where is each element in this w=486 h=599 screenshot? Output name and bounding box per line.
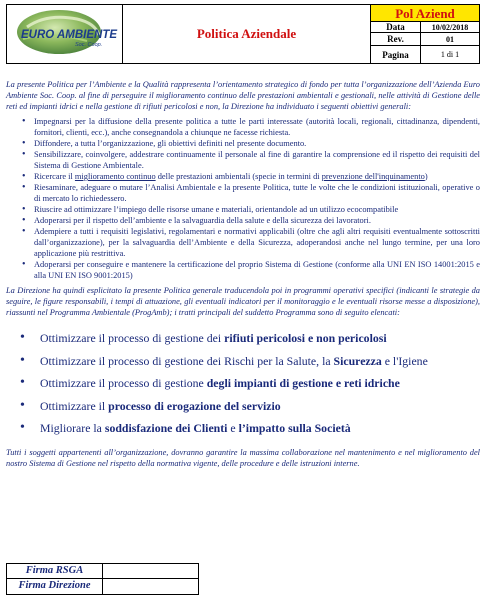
meta-value: 01	[446, 35, 454, 44]
list-item: • Impegnarsi per la diffusione della presente politica a tutte le parti interessate (autorità locali, regionali, cittadinanza, dipendenti, fornitori, clienti, ecc.), anche consegnandola a chiunque ne facesse richiesta.	[34, 116, 480, 138]
document-meta	[371, 5, 479, 63]
item-text: )	[424, 172, 428, 181]
item-bold: Sicurezza	[333, 353, 382, 368]
meta-row-revision	[371, 33, 479, 46]
logo-name: EURO AMBIENTE	[21, 29, 118, 41]
meta-key: Rev.	[371, 33, 421, 45]
program-list	[6, 327, 480, 440]
title-cell	[123, 5, 371, 63]
item-bold: l’impatto sulla Società	[238, 421, 351, 435]
signature-label: Firma Direzione	[7, 579, 103, 594]
underlined-text: prevenzione dell'inquinamento	[321, 172, 425, 181]
signature-row-rsga	[7, 564, 198, 579]
item-text: Ottimizzare il processo di gestione	[40, 376, 207, 390]
meta-value: 1 di 1	[440, 50, 460, 59]
list-item: • Riesaminare, adeguare o mutare l’Analisi Ambientale e la presente Politica, tutte le volte che le condizioni istituzionali, operative o di mercato lo richiedessero.	[34, 182, 480, 204]
program-item	[40, 372, 480, 395]
program-item	[40, 327, 480, 350]
program-item	[40, 350, 480, 373]
item-text: Ottimizzare il	[40, 398, 109, 413]
signature-field[interactable]	[103, 579, 198, 594]
meta-key: Pagina	[371, 46, 421, 64]
meta-key: Data	[371, 22, 421, 32]
signature-label: Firma RSGA	[7, 564, 103, 578]
program-intro-paragraph: La Direzione ha quindi esplicitato la presente Politica generale traducendola poi in programmi operativi specifici (indicanti le strategie da seguire, le figure responsabili, i tempi di attuazione, gli eventuali indicatori per il monitoraggio e le eventuali risorse messe a disposizione), riassunti nel Programma Ambientale (ProgAmb); i tratti principali del suddetto Programma sono di seguito elencati:	[6, 286, 480, 317]
list-item: • Riuscire ad ottimizzare l’impiego delle risorse umane e materiali, orientandole ad un utilizzo ecocompatibile	[34, 204, 480, 215]
signature-table	[6, 563, 199, 595]
list-item: • Sensibilizzare, coinvolgere, addestrare continuamente il personale al fine di garantire la comprensione ed il rispetto dei requisiti del Sistema di Gestione Ambientale.	[34, 149, 480, 171]
company-logo	[7, 5, 123, 63]
item-text: Ottimizzare il processo di gestione dei Rischi per la Salute, la	[40, 353, 334, 368]
document-code: Pol Aziend	[371, 5, 479, 22]
list-item: • Diffondere, a tutta l’organizzazione, gli obiettivi definiti nel presente documento.	[34, 138, 480, 149]
intro-paragraph: La presente Politica per l’Ambiente e la Qualità rappresenta l’orientamento strategico di fondo per tutta l’organizzazione dell’Azienda Euro Ambiente Soc. Coop. al fine di perseguire il miglioramento continuo delle prestazioni ambientali e gestionali, nelle attività di Gestione delle reti ed impianti idrici e nella gestione di rifiuti pericolosi e non, la Direzione ha individuato i seguenti obiettivi generali:	[6, 80, 480, 111]
signature-field[interactable]	[103, 564, 198, 578]
list-item: • Adoperarsi per conseguire e mantenere la certificazione del proprio Sistema di Gestione (conforme alla UNI EN ISO 14001:2015 e alla UNI EN ISO 9001:2015)	[34, 259, 480, 281]
item-text: Ottimizzare il processo di gestione dei	[40, 331, 225, 345]
document-title: Politica Aziendale	[196, 26, 297, 41]
meta-row-page	[371, 46, 479, 64]
program-item	[40, 395, 480, 418]
item-text: Ricercare il	[34, 172, 75, 181]
item-text: e	[227, 421, 239, 435]
list-item	[34, 171, 480, 182]
program-item	[40, 417, 480, 440]
underlined-text: miglioramento continuo	[74, 172, 156, 181]
list-item: • Adoperarsi per il rispetto dell’ambiente e la salvaguardia della salute e della sicurezza dei lavoratori.	[34, 215, 480, 226]
document-header	[6, 4, 480, 64]
meta-row-date	[371, 22, 479, 33]
list-item: • Adempiere a tutti i requisiti legislativi, regolamentari e normativi applicabili (oltre che agli altri requisiti eventualmente sottoscritti dall’organizzazione), per la salvaguardia dell’Ambiente e della Sicurezza, adoperandosi anche nel lungo termine, per una loro applicazione più restrittiva.	[34, 226, 480, 259]
item-bold: rifiuti pericolosi e non pericolosi	[224, 331, 387, 345]
item-text: e l'Igiene	[381, 353, 428, 368]
meta-value: 10/02/2018	[431, 23, 469, 32]
objectives-list	[6, 116, 480, 281]
logo-subtitle: Soc. Coop.	[75, 42, 103, 48]
closing-paragraph: Tutti i soggetti appartenenti all’organizzazione, dovranno garantire la massima collaborazione nel mantenimento e nel miglioramento del nostro Sistema di Gestione nel rispetto della normativa vigente, delle procedure e delle istruzioni interne.	[6, 447, 480, 468]
signature-row-direzione	[7, 579, 198, 594]
item-text: Migliorare la	[40, 421, 105, 435]
item-bold: degli impianti di gestione e reti idriche	[206, 376, 400, 390]
item-bold: soddisfazione dei Clienti	[104, 421, 228, 435]
document-body	[6, 79, 480, 469]
item-bold: processo di erogazione del servizio	[108, 398, 281, 413]
item-text: delle prestazioni ambientali (specie in termini di	[155, 172, 322, 181]
